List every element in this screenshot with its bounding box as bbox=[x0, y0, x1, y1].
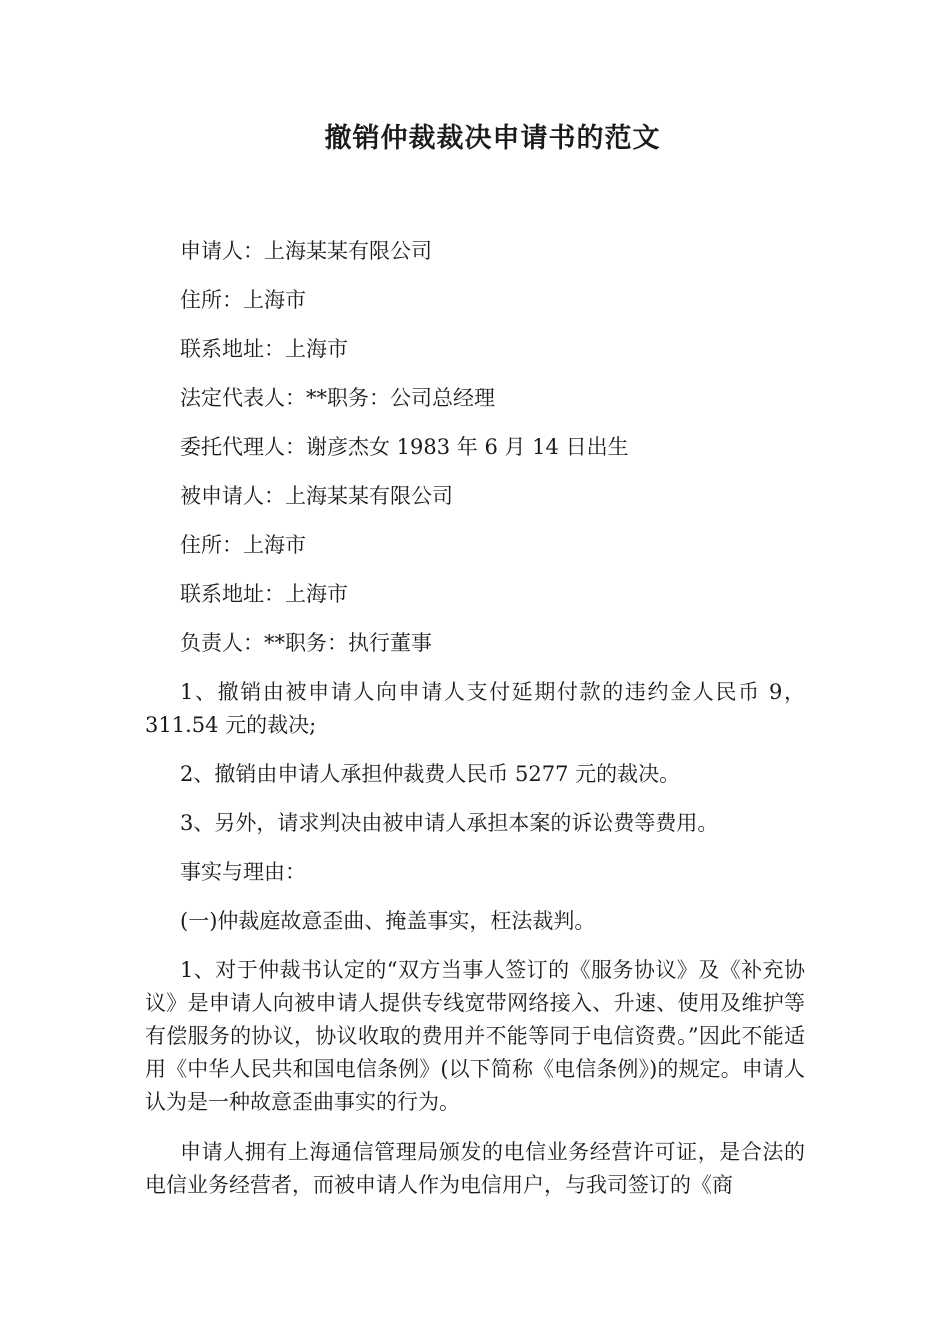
paragraph-facts-heading: 事实与理由： bbox=[180, 860, 306, 884]
paragraph-claim-2: 2、撤销由申请人承担仲裁费人民币 5277 元的裁决。 bbox=[180, 762, 681, 786]
paragraph-respondent-contact-address: 联系地址：上海市 bbox=[180, 582, 348, 606]
paragraph-applicant-address: 住所：上海市 bbox=[180, 288, 306, 312]
paragraph-legal-representative: 法定代表人：**职务：公司总经理 bbox=[180, 386, 495, 410]
paragraph-respondent: 被申请人：上海某某有限公司 bbox=[180, 484, 453, 508]
paragraph-point-1: 1、对于仲裁书认定的“双方当事人签订的《服务协议》及《补充协议》是申请人向被申请人提供专线宽带网络接入、升速、使用及维护等有偿服务的协议，协议收取的费用并不能等同于电信资费。”因此不能适用《中华人民共和国电信条例》(以下简称《电信条例》)的规定。申请人认为是一种故意歪曲事实的行为。 bbox=[145, 958, 805, 1114]
paragraph-responsible-person: 负责人：**职务：执行董事 bbox=[180, 631, 432, 655]
paragraph-agent: 委托代理人：谢彦杰女 1983 年 6 月 14 日出生 bbox=[180, 435, 629, 459]
document-title: 撤销仲裁裁决申请书的范文 bbox=[324, 123, 661, 154]
document-body bbox=[145, 235, 805, 1202]
paragraph-applicant-contact-address: 联系地址：上海市 bbox=[180, 337, 348, 361]
paragraph-applicant-license: 申请人拥有上海通信管理局颁发的电信业务经营许可证，是合法的电信业务经营者，而被申请人作为电信用户，与我司签订的《商 bbox=[145, 1140, 805, 1197]
paragraph-claim-3: 3、另外，请求判决由被申请人承担本案的诉讼费等费用。 bbox=[180, 811, 719, 835]
paragraph-applicant: 申请人：上海某某有限公司 bbox=[180, 239, 432, 263]
paragraph-section-1: (一)仲裁庭故意歪曲、掩盖事实，枉法裁判。 bbox=[180, 909, 596, 933]
paragraph-respondent-address: 住所：上海市 bbox=[180, 533, 306, 557]
paragraph-claim-1: 1、撤销由被申请人向申请人支付延期付款的违约金人民币 9，311.54 元的裁决; bbox=[145, 680, 805, 737]
